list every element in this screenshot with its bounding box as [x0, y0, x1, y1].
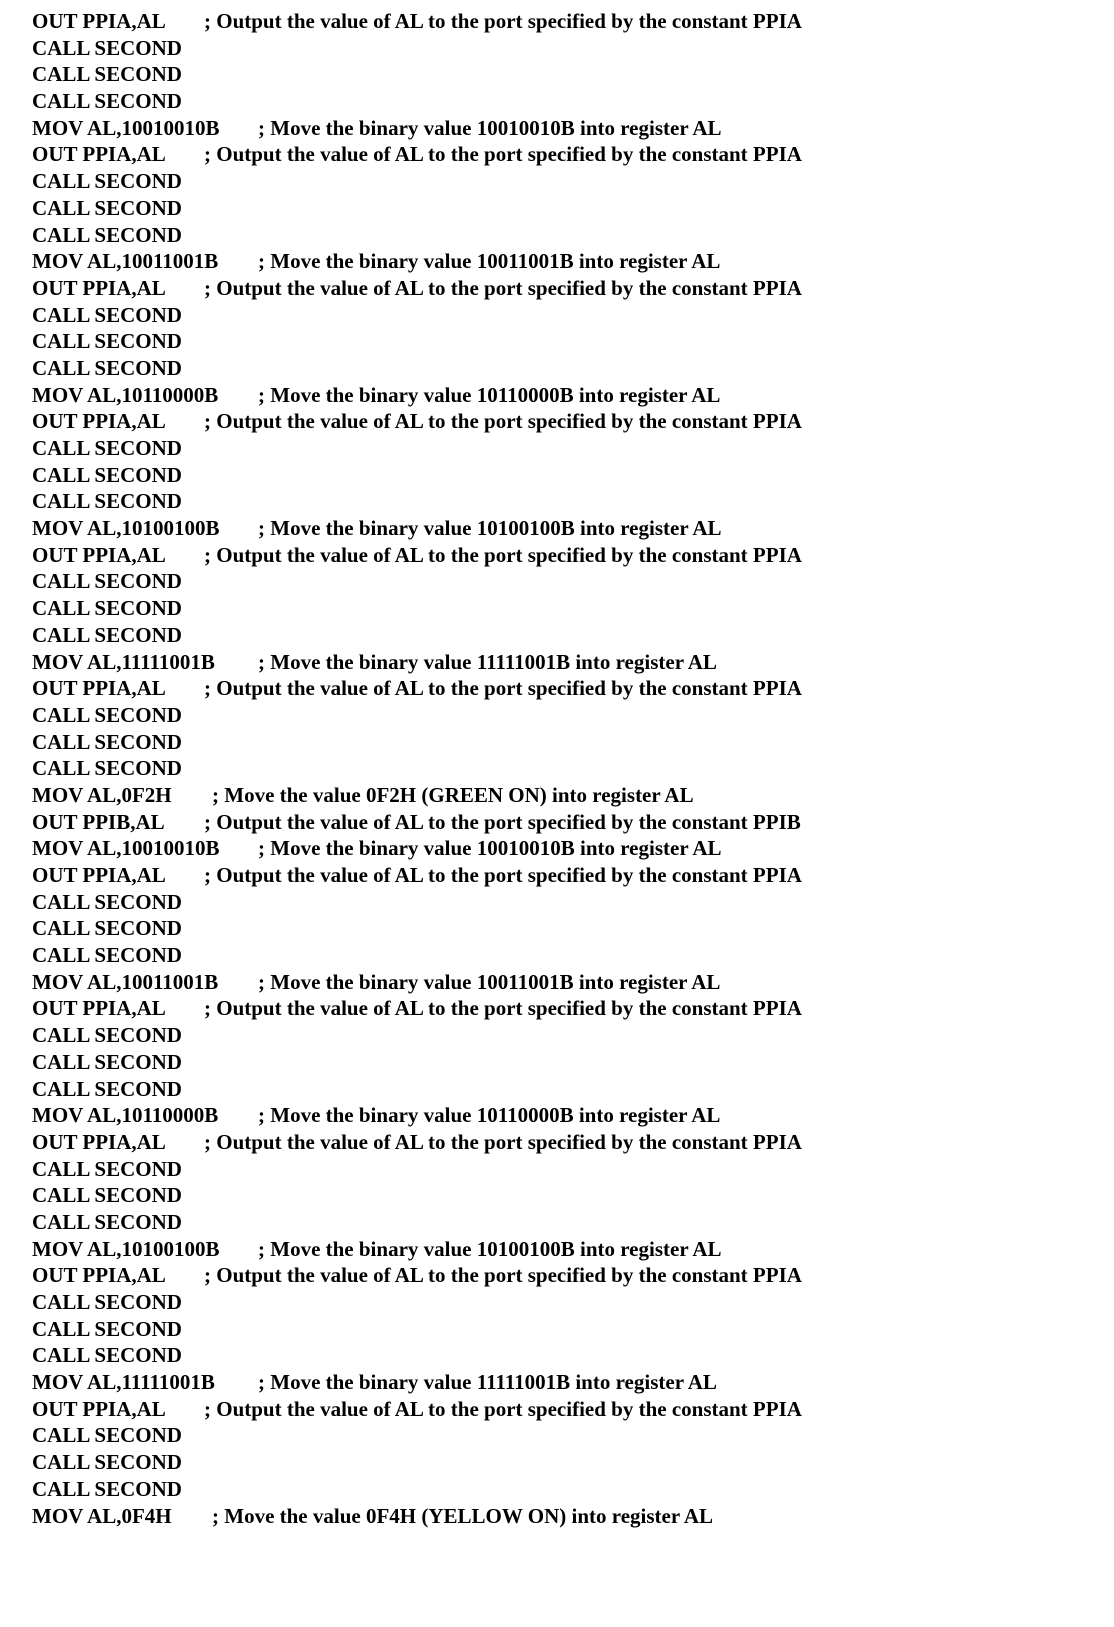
code-line [32, 942, 1114, 969]
instruction: CALL SECOND [32, 329, 182, 354]
instruction: CALL SECOND [32, 89, 182, 114]
instruction: CALL SECOND [32, 462, 182, 487]
instruction: MOV AL,11111001B [32, 1370, 215, 1395]
comment: ; Output the value of AL to the port specified by the constant PPIA [204, 676, 802, 701]
comment: ; Move the binary value 10011001B into register AL [258, 249, 721, 274]
instruction: MOV AL,10011001B [32, 969, 219, 994]
code-line [32, 1209, 1114, 1236]
code-line [32, 675, 1114, 702]
code-line [32, 1289, 1114, 1316]
comment: ; Move the binary value 10011001B into register AL [258, 969, 721, 994]
code-line [32, 809, 1114, 836]
instruction: CALL SECOND [32, 702, 182, 727]
instruction: CALL SECOND [32, 1423, 182, 1448]
code-line [32, 755, 1114, 782]
instruction: OUT PPIA,AL [32, 676, 166, 701]
code-line [32, 515, 1114, 542]
comment: ; Output the value of AL to the port specified by the constant PPIA [204, 1129, 802, 1154]
instruction: MOV AL,10011001B [32, 249, 219, 274]
instruction: CALL SECOND [32, 889, 182, 914]
code-line [32, 462, 1114, 489]
instruction: OUT PPIA,AL [32, 409, 166, 434]
code-line [32, 622, 1114, 649]
code-line [32, 8, 1114, 35]
instruction: MOV AL,10110000B [32, 382, 219, 407]
code-line [32, 1049, 1114, 1076]
instruction: CALL SECOND [32, 1316, 182, 1341]
code-line [32, 1503, 1114, 1530]
code-line [32, 729, 1114, 756]
comment: ; Move the value 0F4H (YELLOW ON) into register AL [212, 1503, 714, 1528]
comment: ; Move the binary value 10010010B into register AL [258, 836, 722, 861]
code-line [32, 835, 1114, 862]
code-line [32, 195, 1114, 222]
code-line [32, 328, 1114, 355]
code-line [32, 1449, 1114, 1476]
comment: ; Move the value 0F2H (GREEN ON) into register AL [212, 782, 694, 807]
instruction: CALL SECOND [32, 756, 182, 781]
instruction: MOV AL,10100100B [32, 1236, 220, 1261]
code-line [32, 915, 1114, 942]
instruction: CALL SECOND [32, 1476, 182, 1501]
instruction: OUT PPIB,AL [32, 809, 165, 834]
code-line [32, 141, 1114, 168]
instruction: CALL SECOND [32, 943, 182, 968]
instruction: MOV AL,0F4H [32, 1503, 172, 1528]
instruction: OUT PPIA,AL [32, 542, 166, 567]
code-line [32, 168, 1114, 195]
code-line [32, 382, 1114, 409]
comment: ; Output the value of AL to the port specified by the constant PPIA [204, 275, 802, 300]
instruction: CALL SECOND [32, 1076, 182, 1101]
code-line [32, 488, 1114, 515]
comment: ; Move the binary value 10110000B into register AL [258, 1103, 721, 1128]
code-line [32, 1102, 1114, 1129]
code-line [32, 248, 1114, 275]
code-line [32, 1396, 1114, 1423]
code-line [32, 1022, 1114, 1049]
instruction: CALL SECOND [32, 596, 182, 621]
comment: ; Output the value of AL to the port specified by the constant PPIA [204, 863, 802, 887]
instruction: CALL SECOND [32, 222, 182, 247]
code-line [32, 115, 1114, 142]
code-line [32, 88, 1114, 115]
instruction: OUT PPIA,AL [32, 996, 166, 1021]
code-line [32, 568, 1114, 595]
comment: ; Move the binary value 11111001B into register AL [258, 1370, 717, 1395]
code-line [32, 995, 1114, 1022]
instruction: CALL SECOND [32, 302, 182, 327]
code-line [32, 1182, 1114, 1209]
code-line [32, 782, 1114, 809]
instruction: CALL SECOND [32, 1183, 182, 1208]
code-line [32, 1076, 1114, 1103]
instruction: CALL SECOND [32, 62, 182, 87]
instruction: OUT PPIA,AL [32, 1129, 166, 1154]
instruction: CALL SECOND [32, 622, 182, 647]
comment: ; Move the binary value 10010010B into register AL [258, 115, 722, 140]
comment: ; Output the value of AL to the port specified by the constant PPIA [204, 1396, 802, 1421]
code-line [32, 1236, 1114, 1263]
code-line [32, 649, 1114, 676]
code-line [32, 1262, 1114, 1289]
instruction: CALL SECOND [32, 1290, 182, 1314]
instruction: CALL SECOND [32, 489, 182, 514]
code-line [32, 889, 1114, 916]
code-line [32, 1129, 1114, 1156]
code-line [32, 1342, 1114, 1369]
instruction: CALL SECOND [32, 1023, 182, 1048]
instruction: CALL SECOND [32, 1343, 182, 1368]
code-line [32, 1156, 1114, 1183]
code-line [32, 1316, 1114, 1343]
instruction: MOV AL,10100100B [32, 516, 220, 541]
comment: ; Output the value of AL to the port specified by the constant PPIA [204, 9, 802, 33]
code-line [32, 222, 1114, 249]
instruction: CALL SECOND [32, 1450, 182, 1475]
instruction: CALL SECOND [32, 1156, 182, 1181]
instruction: OUT PPIA,AL [32, 275, 166, 300]
instruction: OUT PPIA,AL [32, 1396, 166, 1421]
instruction: MOV AL,10010010B [32, 836, 220, 861]
code-line [32, 1476, 1114, 1503]
code-line [32, 435, 1114, 462]
comment: ; Move the binary value 11111001B into register AL [258, 649, 717, 674]
instruction: CALL SECOND [32, 35, 182, 60]
instruction: CALL SECOND [32, 169, 182, 194]
instruction: MOV AL,10110000B [32, 1103, 219, 1128]
code-line [32, 275, 1114, 302]
code-line [32, 408, 1114, 435]
instruction: CALL SECOND [32, 355, 182, 380]
instruction: OUT PPIA,AL [32, 1263, 166, 1288]
comment: ; Move the binary value 10100100B into register AL [258, 516, 722, 541]
code-line [32, 595, 1114, 622]
code-line [32, 542, 1114, 569]
comment: ; Output the value of AL to the port specified by the constant PPIA [204, 409, 802, 434]
instruction: CALL SECOND [32, 916, 182, 941]
comment: ; Output the value of AL to the port specified by the constant PPIA [204, 1263, 802, 1288]
code-line [32, 61, 1114, 88]
instruction: CALL SECOND [32, 195, 182, 220]
instruction: CALL SECOND [32, 436, 182, 460]
comment: ; Move the binary value 10110000B into register AL [258, 382, 721, 407]
code-line [32, 355, 1114, 382]
comment: ; Output the value of AL to the port specified by the constant PPIA [204, 542, 802, 567]
assembly-code-listing [32, 8, 1114, 1529]
code-line [32, 862, 1114, 889]
code-line [32, 35, 1114, 62]
comment: ; Output the value of AL to the port specified by the constant PPIB [204, 809, 801, 834]
code-line [32, 1422, 1114, 1449]
code-line [32, 702, 1114, 729]
comment: ; Move the binary value 10100100B into register AL [258, 1236, 722, 1261]
instruction: OUT PPIA,AL [32, 9, 166, 33]
code-line [32, 969, 1114, 996]
code-line [32, 302, 1114, 329]
instruction: MOV AL,0F2H [32, 782, 172, 807]
instruction: OUT PPIA,AL [32, 142, 166, 167]
instruction: MOV AL,11111001B [32, 649, 215, 674]
instruction: MOV AL,10010010B [32, 115, 220, 140]
instruction: CALL SECOND [32, 1049, 182, 1074]
instruction: CALL SECOND [32, 729, 182, 754]
instruction: CALL SECOND [32, 1209, 182, 1234]
instruction: OUT PPIA,AL [32, 863, 166, 887]
comment: ; Output the value of AL to the port specified by the constant PPIA [204, 996, 802, 1021]
comment: ; Output the value of AL to the port specified by the constant PPIA [204, 142, 802, 167]
instruction: CALL SECOND [32, 569, 182, 594]
code-line [32, 1369, 1114, 1396]
